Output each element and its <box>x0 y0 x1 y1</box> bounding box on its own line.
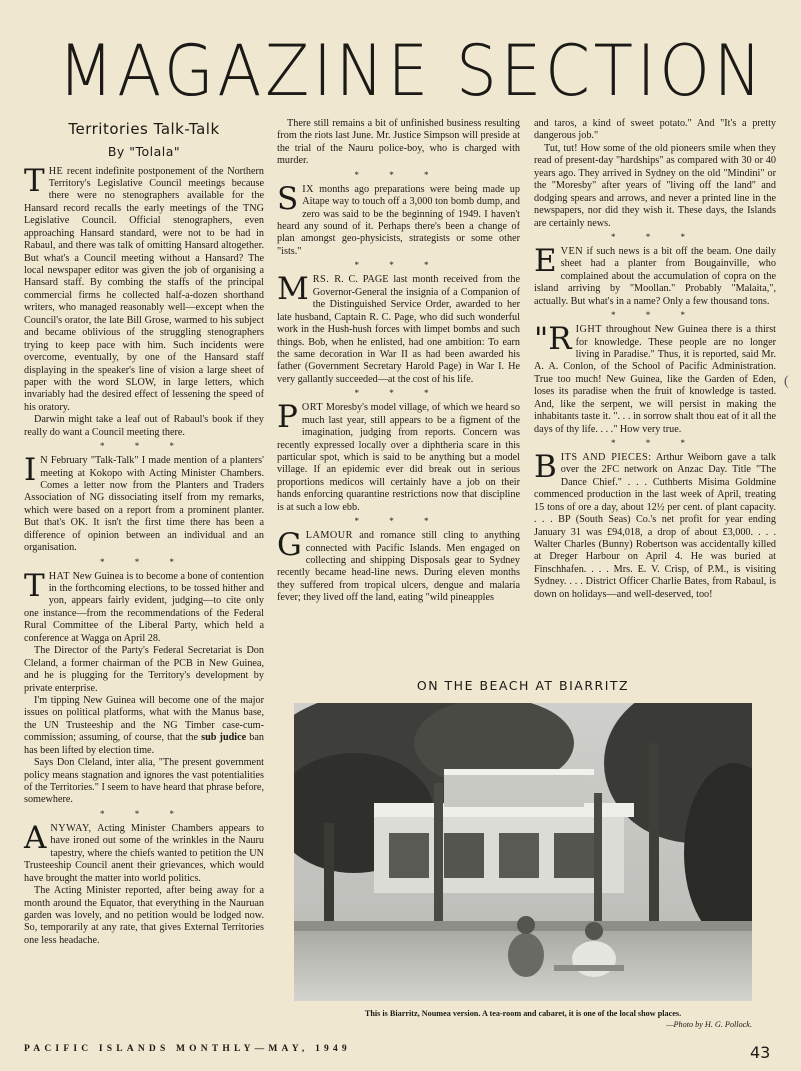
photo-image <box>294 703 752 1001</box>
section-separator: * * * <box>354 388 443 399</box>
section-separator: * * * <box>354 516 443 527</box>
drop-cap: T <box>24 162 45 199</box>
section-separator: * * * <box>354 260 443 271</box>
photo-caption <box>294 1008 752 1031</box>
page-footer: PACIFIC ISLANDS MONTHLY—MAY, 1949 <box>24 1044 351 1054</box>
section-separator: * * * <box>100 556 188 567</box>
photo-credit: —Photo by H. G. Pollock. <box>666 1020 752 1030</box>
drop-cap: I <box>24 452 37 489</box>
masthead: MAGAZINE SECTION <box>58 30 766 112</box>
drop-cap: P <box>277 399 298 436</box>
section-separator: * * * <box>611 231 699 242</box>
column-2: There still remains a bit of unfinished business resulting from the riots last June. Mr. Justice Simpson will preside at the trial of the Nauru police-boy, who is charged with murder. * * * SIX months ago preparations were being made up Aitape way to touch off a 3,000 ton bomb dump, and zero was said to be the beginning of 1949. I haven't heard any sound of it. Perhaps there's been a change of plan amongst geo-physicists, strategists or some other "ists." * * * MRS. R. C. PAGE last month received from the Governor-General the insignia of a Companion of the Distinguished Service Order, awarded to her late husband, Captain R. C. Page, who did such wonderful work in the Hush-hush forces with limpet bombs and such things. Bob, when he enlisted, had one ambition: To earn the same decoration in War II as had been awarded his father (Government Secretary Harold Page) in War I. He very gallantly succeeded—at the cost of his life. * * * PORT Moresby's model village, of which we heard so much last year, still appears to be a figment of the imagination, judging from reports. Concern was recently expressed locally over a diphtheria scare in this particular spot, which is said to be anything but a model village. If an epidemic ever did break out in serious proportions medicos will certainly have a job on their hands enforcing quarantine restrictions now that discipline is at such a low ebb. * * * GLAMOUR and romance still cling to anything connected with Pacific Islands. Men engaged on collecting and shipping Disposals gear to Sydney recently became head-line news. During eleven months they suffered from tropical ulcers, dengue and malaria fever; they lived off the land, eating "wild pineapples <box>277 118 520 604</box>
column-3: and taros, a kind of sweet potato." And "It's a pretty dangerous job." Tut, tut! How some of the old pioneers smile when they read of present-day "hardships" as compared with 30 or 40 years ago. They arrived in Sydney on the old "Mindini" or the "Moresby" after years of "living off the land" and dodging spears and arrows, and never a printed line in the newspapers, nor did they wish it. These days, the Islands are certainly news. * * * EVEN if such news is a bit off the beam. One daily sheet had a planter from Bougainville, who complained about the accumulation of copra on the island arriving by "Moollan." Probably "Malaita,", actually. But what's in a name? Only a few thousand tons. * * * "RIGHT throughout New Guinea there is a thirst for knowledge. These people are no longer living in Paradise." Thus, it is reported, said Mr. A. A. Conlon, of the School of Pacific Administration. True too much! New Guinea, like the Garden of Eden, loses its paradise when the fruit of knowledge is tasted. And, like the serpent, we will persist in making the inhabitants taste it. ". . . in sorrow shalt thou eat of it all the days of thy life. . . ." How very true. * * * BITS AND PIECES: Arthur Weiborn gave a talk over the 2FC network on Anzac Day. Title "The Dance Chief." . . . Cuthberts Misima Goldmine commenced production in the last week of April, treating 15 tons of ore a day, about 12½ per cent. of plant capacity. . . . BP (South Seas) Co.'s net profit for year ending January 31 was £94,018, a drop of about £3,000. . . . Walter Charles (Bunny) Robertson was accidentally killed at Dreger Harbour on April 4. He was buried at Finschhafen. . . . Mrs. E. V. Crisp, of P.M., is visiting Sydney. . . . District Officer Charlie Bates, from Rabaul, is down on holidays—and well-deserved, too! <box>534 118 776 600</box>
section-separator: * * * <box>354 169 443 180</box>
section-separator: * * * <box>611 438 699 448</box>
beach-photo <box>294 703 752 1001</box>
section-elections: THAT New Guinea is to become a bone of contention in the forthcoming elections, to be tossed hither and yon, appears fairly evident, judging—to cite only one instance—from the recommendations of the Federal Rural Committee of the Liberal Party, which held a conference at Wagga on April 28. The Director of the Party's Federal Secretariat is Don Cleland, a former chairman of the PCB in New Guinea, and he is plugging for the Territory's development by private enterprise. I'm tipping New Guinea will become one of the major issues on political platforms, what with the Manus base, the UN Trusteeship and the NG Timber case-cum-commission; assuming, of course, that the sub judice ban has been lifted by election time. Says Don Cleland, inter alia, "The present government policy means stagnation and ignores the vast potentialities of the Territories." I seem to have heard that phrase before, somewhere. <box>24 567 264 806</box>
section-separator: * * * <box>611 310 699 321</box>
page-number: 43 <box>750 1043 771 1062</box>
article-headline: Territories Talk-Talk <box>68 120 220 138</box>
photo-heading: ON THE BEACH AT BIARRITZ <box>416 678 630 693</box>
drop-cap: S <box>277 180 299 217</box>
section-separator: * * * <box>100 808 188 819</box>
drop-cap: "R <box>534 321 572 358</box>
section-nauru: ANYWAY, Acting Minister Chambers appears to have ironed out some of the wrinkles in the Nauru tapestry, where the chiefs wanted to petition the UN Trusteeship Council anent their grievances, which would have brought the matter into world politics. The Acting Minister reported, after being away for a month around the Equator, that everything in the Nauruan garden was lovely, and no petition would be lodged now. So, temporarily at any rate, that gives External Territories one less headache. <box>24 819 264 946</box>
section-hansard: THE recent indefinite postponement of the Northern Territory's Legislative Council meetings because there were no stenographers available for the Hansard record recalls the early meetings of the TNG Legislative Council. Official stenographers, even approaching Hansard standard, were not to be had in Rabaul, and there was talk of omitting Hansard altogether. But what's a Council meeting without a Hansard? The local newspaper editor was given the job of organising a Hansard staff. By combing the staffs of the principal commercial firms he collected half-a-dozen shorthand writers, who managed reasonably well—except when the Council's orator, the late Bill Grose, warmed to his subject and became oblivious of the struggling stenographers trying to keep pace with him. Such incidents were overcome, eventually, by one of the Hansard staff displaying in the speaker's line of vision a large sheet of paper with the word SLOW, in large letters, which invariably had the desired effect of lessening the speed of his oratory. Darwin might take a leaf out of Rabaul's book if they really do want a Council meeting there. <box>24 162 264 438</box>
article-byline: By "Tolala" <box>107 144 181 160</box>
section-planters: I N February "Talk-Talk" I made mention of a planters' meeting at Kokopo with Acting Minister Chambers. Comes a letter now from the Planters and Traders Association of NG dissociating itself from my remarks, which were based on a report from a prominent planter. But that's OK. It isn't the first time there has been a difference of opinion between an individual and an organisation. <box>24 452 264 554</box>
caption-text: This is Biarritz, Noumea version. A tea-room and cabaret, it is one of the local show places. <box>364 1009 682 1018</box>
section-separator: * * * <box>100 441 188 452</box>
drop-cap: M <box>277 271 309 308</box>
drop-cap: A <box>24 819 47 856</box>
drop-cap: E <box>534 242 557 279</box>
drop-cap: B <box>534 448 557 485</box>
drop-cap: T <box>24 567 45 604</box>
margin-mark: ( <box>784 374 789 389</box>
column-1 <box>24 118 264 947</box>
drop-cap: G <box>277 527 302 564</box>
